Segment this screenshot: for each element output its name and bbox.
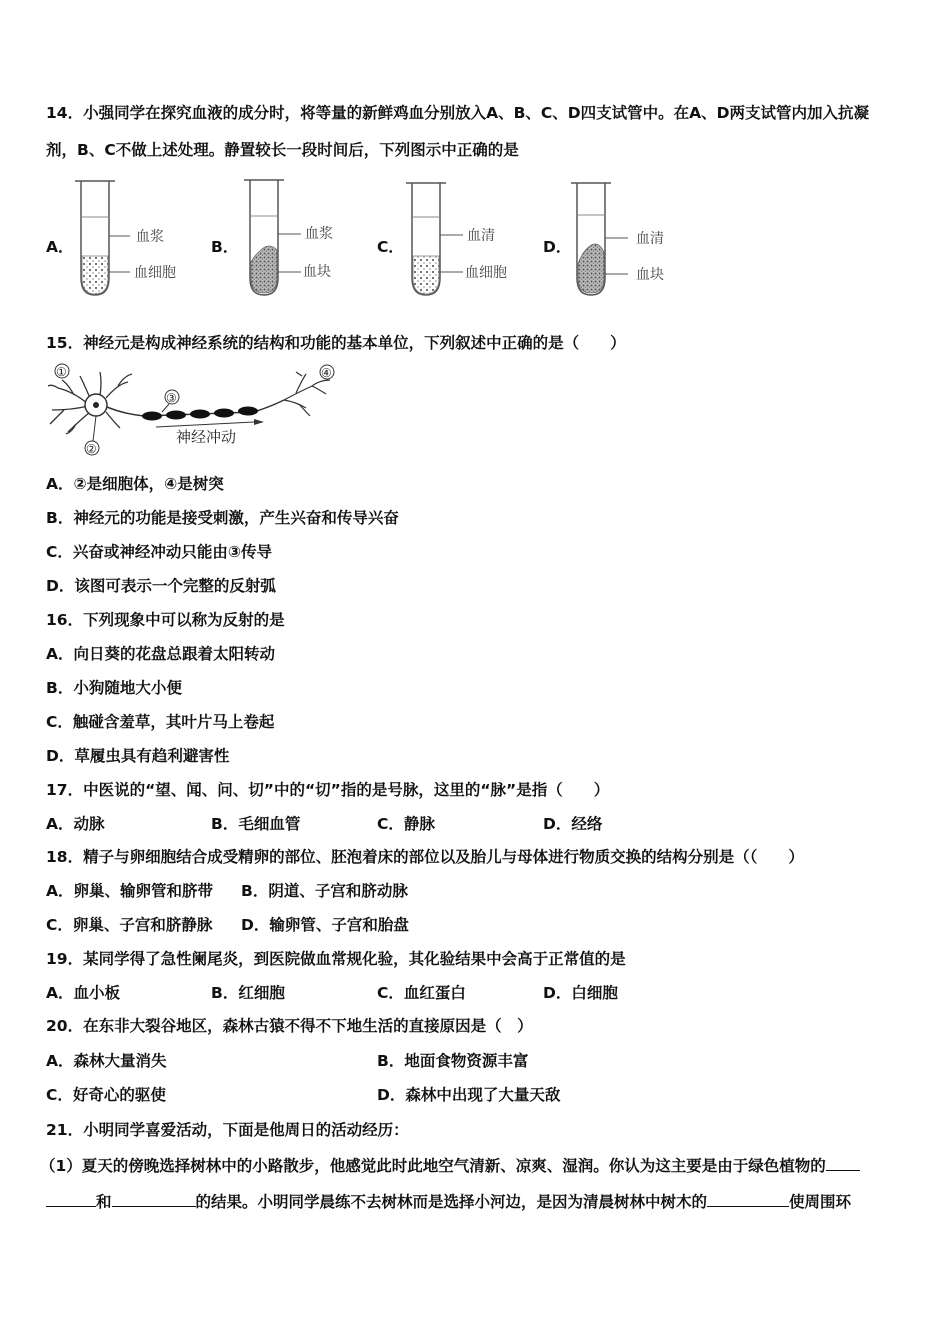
q14-d-lower-label: 血块 bbox=[636, 267, 664, 283]
q14-option-c-letter: C． bbox=[377, 238, 404, 256]
q16-option-c: C．触碰含羞草，其叶片马上卷起 bbox=[46, 713, 275, 731]
q14-b-lower-label: 血块 bbox=[303, 264, 331, 280]
q19-option-d: D．白细胞 bbox=[543, 984, 618, 1002]
q18-option-a: A．卵巢、输卵管和脐带 bbox=[46, 882, 213, 900]
q21-text-and: 和 bbox=[96, 1193, 112, 1211]
q14-test-tube-d bbox=[566, 180, 696, 300]
q14-d-upper-label: 血清 bbox=[636, 231, 664, 247]
q17-option-a: A．动脉 bbox=[46, 815, 105, 833]
q18-stem: 18．精子与卵细胞结合成受精卵的部位、胚泡着床的部位以及胎儿与母体进行物质交换的结构分别是（（ ） bbox=[46, 848, 804, 866]
q15-option-a: A．②是细胞体，④是树突 bbox=[46, 475, 224, 493]
q21-part-1-text: （1）夏天的傍晚选择树林中的小路散步，他感觉此时此地空气清新、凉爽、湿润。你认为这主要是由于绿色植物的 bbox=[40, 1157, 826, 1175]
q21-part-1-line-1 bbox=[40, 1154, 860, 1176]
q15-label-1: ① bbox=[56, 365, 67, 379]
q17-stem: 17．中医说的“望、闻、问、切”中的“切”指的是号脉，这里的“脉”是指（ ） bbox=[46, 781, 610, 799]
q19-stem: 19．某同学得了急性阑尾炎，到医院做血常规化验，其化验结果中会高于正常值的是 bbox=[46, 950, 626, 968]
q14-test-tube-a bbox=[70, 178, 200, 300]
q14-c-lower-label: 血细胞 bbox=[465, 265, 507, 281]
q15-figure-caption: 神经冲动 bbox=[176, 428, 237, 446]
q15-label-2: ② bbox=[86, 442, 97, 456]
q20-option-c: C．好奇心的驱使 bbox=[46, 1086, 166, 1104]
q21-text-middle: 的结果。小明同学晨练不去树林而是选择小河边，是因为清晨树林中树木的 bbox=[195, 1193, 708, 1211]
answer-blank-3[interactable] bbox=[707, 1190, 789, 1207]
q15-option-d: D．该图可表示一个完整的反射弧 bbox=[46, 577, 276, 595]
q14-a-upper-label: 血浆 bbox=[136, 229, 164, 245]
q21-part-1-line-2 bbox=[46, 1190, 851, 1212]
q15-label-3: ③ bbox=[166, 391, 177, 405]
q15-option-b: B．神经元的功能是接受刺激，产生兴奋和传导兴奋 bbox=[46, 509, 399, 527]
q14-option-a-letter: A． bbox=[46, 238, 74, 256]
q14-option-b-letter: B． bbox=[211, 238, 239, 256]
q16-option-d: D．草履虫具有趋利避害性 bbox=[46, 747, 230, 765]
q18-option-b: B．阴道、子宫和脐动脉 bbox=[241, 882, 408, 900]
answer-blank-1a[interactable] bbox=[826, 1154, 860, 1171]
q20-stem: 20．在东非大裂谷地区，森林古猿不得不下地生活的直接原因是（ ） bbox=[46, 1017, 533, 1035]
answer-blank-2[interactable] bbox=[112, 1190, 196, 1207]
q18-option-d: D．输卵管、子宫和胎盘 bbox=[241, 916, 409, 934]
q20-option-d: D．森林中出现了大量天敌 bbox=[377, 1086, 561, 1104]
q16-option-b: B．小狗随地大小便 bbox=[46, 679, 182, 697]
q14-c-upper-label: 血清 bbox=[467, 228, 495, 244]
q19-option-a: A．血小板 bbox=[46, 984, 120, 1002]
q20-option-b: B．地面食物资源丰富 bbox=[377, 1052, 529, 1070]
q15-label-4: ④ bbox=[321, 366, 332, 380]
q14-stem-line-2: 剂，B、C不做上述处理。静置较长一段时间后，下列图示中正确的是 bbox=[46, 141, 519, 159]
answer-blank-1b[interactable] bbox=[46, 1190, 96, 1207]
q14-test-tube-c bbox=[401, 180, 531, 300]
q17-option-b: B．毛细血管 bbox=[211, 815, 301, 833]
q18-option-c: C．卵巢、子宫和脐静脉 bbox=[46, 916, 213, 934]
q15-neuron-figure bbox=[44, 362, 344, 460]
q16-option-a: A．向日葵的花盘总跟着太阳转动 bbox=[46, 645, 275, 663]
q19-option-c: C．血红蛋白 bbox=[377, 984, 466, 1002]
q14-option-d-letter: D． bbox=[543, 238, 572, 256]
q21-text-end: 使周围环 bbox=[789, 1193, 852, 1211]
q15-stem: 15．神经元是构成神经系统的结构和功能的基本单位，下列叙述中正确的是（ ） bbox=[46, 334, 626, 352]
q14-stem-line-1: 14．小强同学在探究血液的成分时，将等量的新鲜鸡血分别放入A、B、C、D四支试管中。在A、D两支试管内加入抗凝 bbox=[46, 104, 869, 122]
q15-option-c: C．兴奋或神经冲动只能由③传导 bbox=[46, 543, 272, 561]
q14-test-tube-b bbox=[239, 176, 369, 300]
q16-stem: 16．下列现象中可以称为反射的是 bbox=[46, 611, 285, 629]
q17-option-d: D．经络 bbox=[543, 815, 603, 833]
q14-b-upper-label: 血浆 bbox=[305, 226, 333, 242]
q17-option-c: C．静脉 bbox=[377, 815, 435, 833]
q21-stem: 21．小明同学喜爱活动，下面是他周日的活动经历： bbox=[46, 1121, 409, 1139]
q20-option-a: A．森林大量消失 bbox=[46, 1052, 167, 1070]
q19-option-b: B．红细胞 bbox=[211, 984, 285, 1002]
q14-a-lower-label: 血细胞 bbox=[134, 265, 176, 281]
